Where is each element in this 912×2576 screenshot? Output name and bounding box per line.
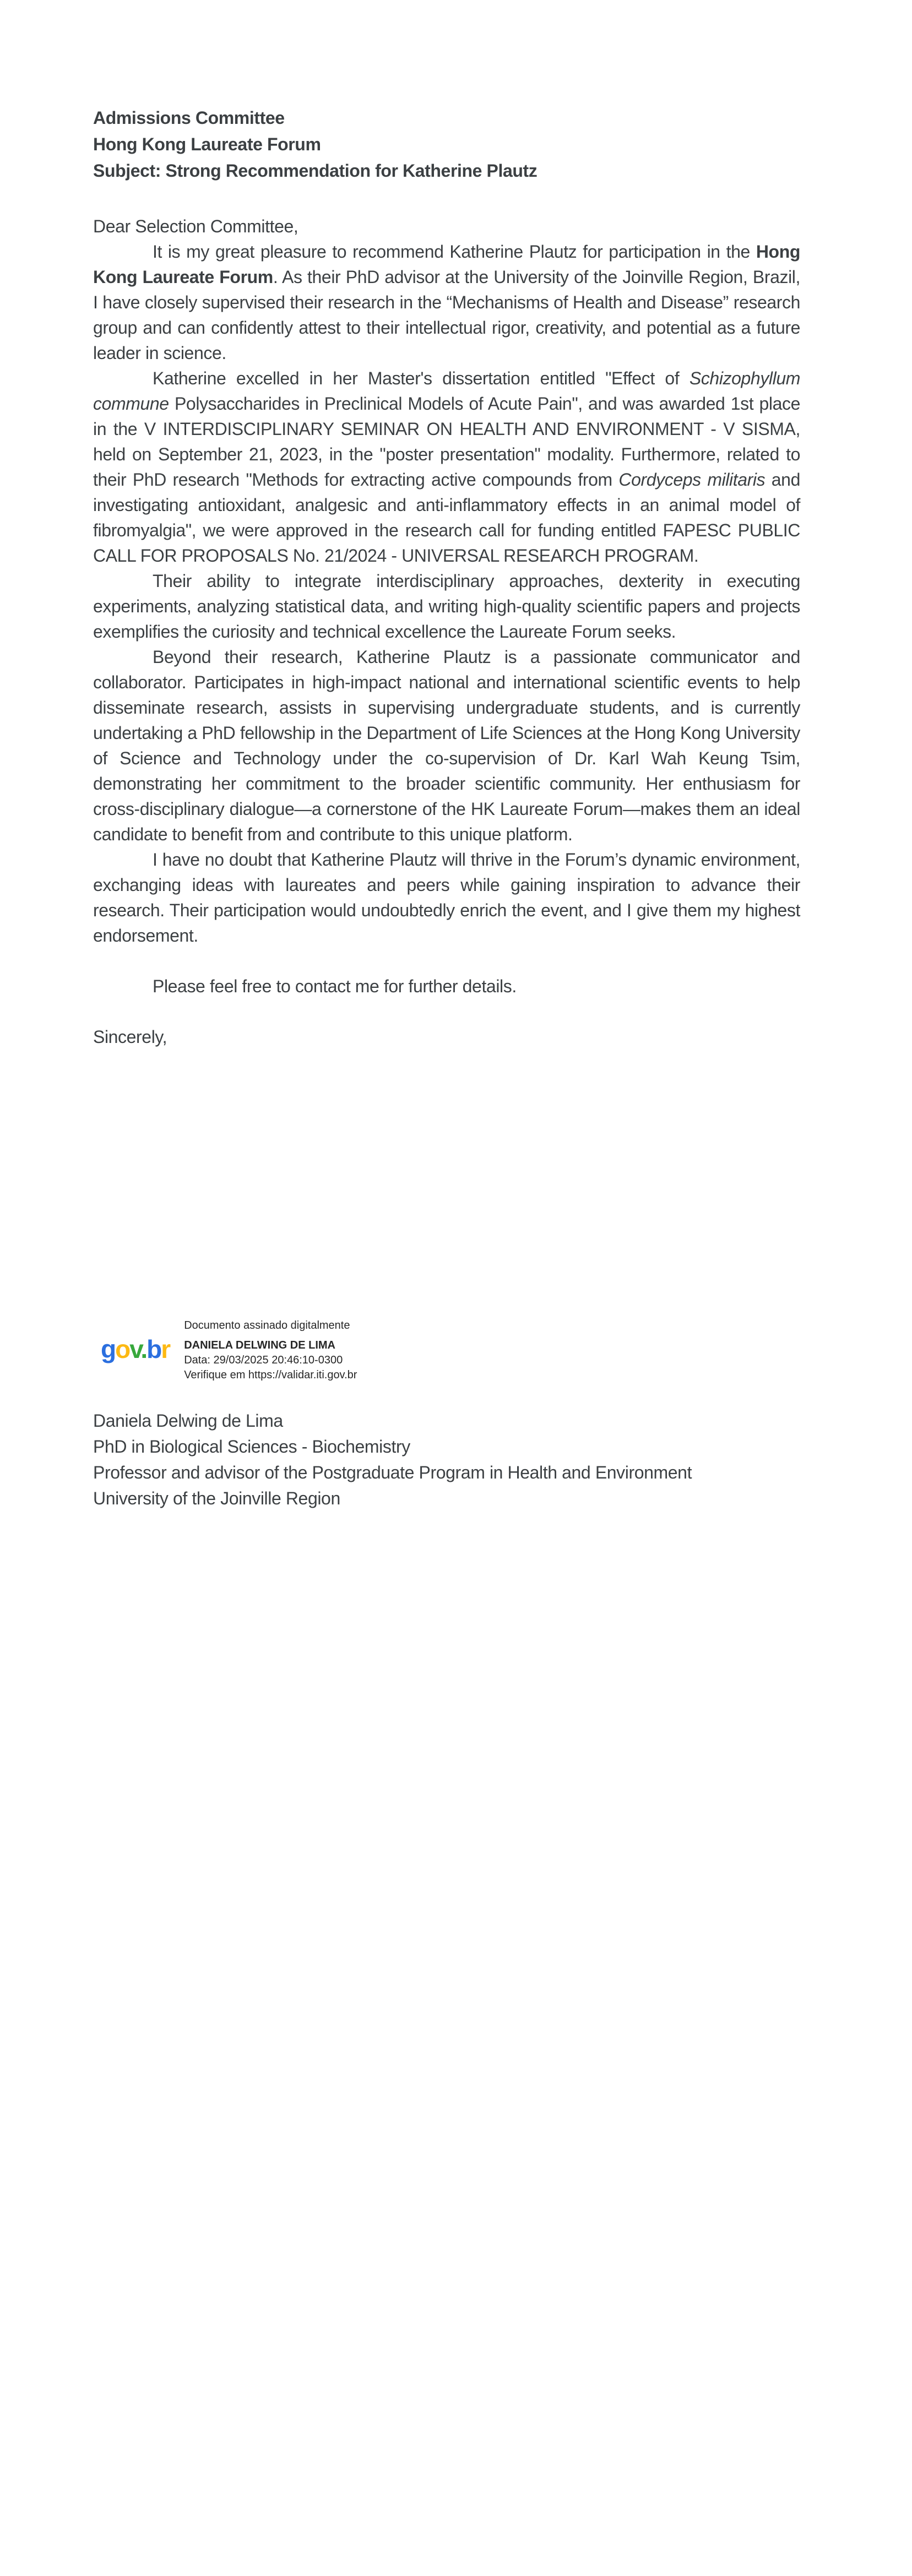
signoff: Sincerely, [93,1027,167,1047]
subject-line: Subject: Strong Recommendation for Katherine Plautz [93,161,538,181]
paragraph-segment: . As their PhD advisor at the University of the Joinville Region, Brazil, I have closely supervised their research in the “Mechanisms of Health and Disease” research group and can confidently attest to their intellectual rigor, creativity, and potential as a future leader in science. [93,267,800,363]
signature-line: Daniela Delwing de Lima [93,1411,283,1431]
stamp-line: Verifique em https://validar.iti.gov.br [184,1369,357,1381]
signature-line: University of the Joinville Region [93,1488,340,1508]
letter-header [93,0,800,184]
digital-signature-stamp [101,1318,800,1383]
closing-request: Please feel free to contact me for further details. [153,976,517,996]
paragraph-segment: Hong Kong Laureate Forum [93,242,800,287]
paragraph-segment: Katherine excelled in her Master's dissertation entitled "Effect of [153,368,690,388]
govbr-logo-letter: . [140,1334,147,1363]
paragraph-segment: Schizophyllum commune [93,368,800,414]
stamp-text [184,1318,357,1383]
paragraph-segment: I have no doubt that Katherine Plautz will thrive in the Forum’s dynamic environment, exchanging ideas with laureates and peers while gaining inspiration to advance their research. Their participation would undoubtedly enrich the event, and I give them my highest endorsement. [93,850,800,945]
paragraph [93,847,800,948]
govbr-logo-letter: g [101,1334,116,1363]
paragraph-segment: Polysaccharides in Preclinical Models of Acute Pain", and was awarded 1st place in the V INTERDISCIPLINARY SEMINAR ON HEALTH AND ENVIRONMENT - V SISMA, held on September 21, 2023, in the "poster presentation" modality. Furthermore, related to their PhD research "Methods for extracting active compounds from [93,394,800,490]
paragraph [93,366,800,568]
recipient-line: Admissions Committee [93,108,285,128]
paragraph [93,568,800,644]
paragraph [93,644,800,847]
paragraph [93,239,800,366]
salutation: Dear Selection Committee, [93,216,298,236]
letter-content [93,0,800,1512]
paragraph-segment: It is my great pleasure to recommend Katherine Plautz for participation in the [153,242,756,262]
organization-line: Hong Kong Laureate Forum [93,134,321,154]
stamp-line: Documento assinado digitalmente [184,1319,350,1332]
paragraph-segment: Beyond their research, Katherine Plautz is a passionate communicator and collaborator. Participates in high-impact national and international scientific events to help disseminate research, assists in supervising undergraduate students, and is currently undertaking a PhD fellowship in the Department of Life Sciences at the Hong Kong University of Science and Technology under the co-supervision of Dr. Karl Wah Keung Tsim, demonstrating her commitment to the broader scientific community. Her enthusiasm for cross-disciplinary dialogue—a cornerstone of the HK Laureate Forum—makes them an ideal candidate to benefit from and contribute to this unique platform. [93,647,800,844]
govbr-logo-letter: r [161,1334,170,1363]
paragraph-segment: and investigating antioxidant, analgesic and anti-inflammatory effects in an animal model of fibromyalgia", we were approved in the research call for funding entitled FAPESC PUBLIC CALL FOR PROPOSALS No. 21/2024 - UNIVERSAL RESEARCH PROGRAM. [93,470,800,566]
signature-block [93,1408,800,1512]
paragraph-segment: Their ability to integrate interdisciplinary approaches, dexterity in executing experiments, analyzing statistical data, and writing high-quality scientific papers and projects exemplifies the curiosity and technical excellence the Laureate Forum seeks. [93,571,800,642]
govbr-logo-letter: v [129,1334,141,1363]
letter-body [93,239,800,948]
paragraph-segment: Cordyceps militaris [618,470,766,490]
govbr-logo-letter: b [146,1334,161,1363]
govbr-logo [101,1336,170,1365]
signature-line: PhD in Biological Sciences - Biochemistry [93,1437,410,1457]
stamp-line: DANIELA DELWING DE LIMA [184,1339,335,1351]
stamp-line: Data: 29/03/2025 20:46:10-0300 [184,1354,343,1366]
signature-line: Professor and advisor of the Postgraduate Program in Health and Environment [93,1463,692,1482]
govbr-logo-letter: o [115,1334,130,1363]
